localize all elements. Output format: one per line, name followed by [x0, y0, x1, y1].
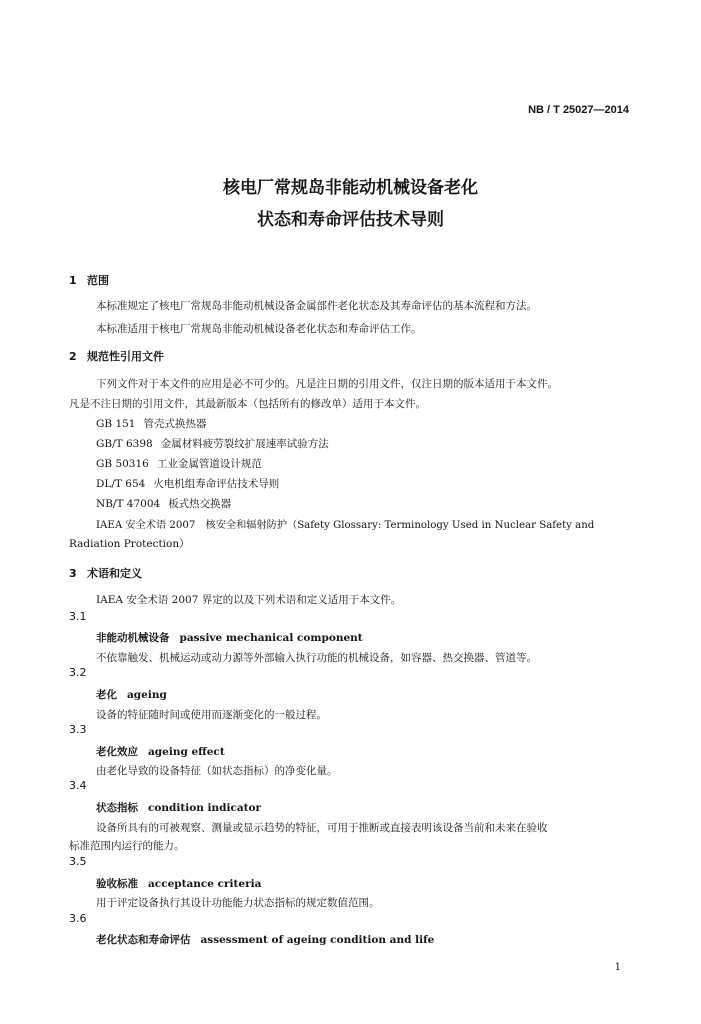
term-en: acceptance criteria — [148, 878, 262, 890]
term-number: 3.4 — [69, 779, 87, 792]
term-zh: 老化效应 — [96, 746, 138, 758]
term-en: assessment of ageing condition and life — [200, 934, 435, 946]
reference-item — [96, 436, 329, 451]
term-zh: 老化状态和寿命评估 — [96, 934, 191, 946]
term-definition: 用于评定设备执行其设计功能能力状态指标的规定数值范围。 — [96, 897, 380, 909]
term-number: 3.2 — [69, 666, 87, 679]
section-title: 范围 — [87, 274, 109, 287]
paragraph: IAEA 安全术语 2007 界定的以及下列术语和定义适用于本文件。 — [96, 594, 402, 606]
term-number: 3.6 — [69, 912, 87, 925]
section-1-heading — [69, 272, 109, 288]
reference-item — [96, 416, 206, 431]
page-number: 1 — [614, 962, 621, 973]
document-title-line2: 状态和寿命评估技术导则 — [257, 210, 444, 230]
standard-number: NB / T 25027—2014 — [528, 104, 629, 116]
reference-title: 工业金属管道设计规范 — [156, 458, 262, 470]
section-3-heading — [69, 565, 142, 581]
reference-code: GB/T 6398 — [96, 438, 153, 450]
term-definition-continuation: 标准范围内运行的能力。 — [69, 840, 185, 852]
reference-code: GB 50316 — [96, 458, 149, 470]
term-heading — [96, 800, 261, 815]
reference-item — [96, 476, 279, 491]
term-heading — [96, 630, 363, 645]
section-2-heading — [69, 348, 164, 364]
reference-title: 金属材料疲劳裂纹扩展速率试验方法 — [160, 438, 329, 450]
term-zh: 非能动机械设备 — [96, 632, 170, 644]
reference-item — [96, 496, 231, 511]
reference-title: 管壳式换热器 — [143, 418, 207, 430]
term-heading — [96, 687, 167, 702]
term-number: 3.1 — [69, 610, 87, 623]
term-heading — [96, 932, 434, 947]
term-number: 3.3 — [69, 723, 87, 736]
paragraph: 本标准规定了核电厂常规岛非能动机械设备金属部件老化状态及其寿命评估的基本流程和方法。 — [96, 300, 537, 312]
reference-title: 板式热交换器 — [168, 498, 232, 510]
reference-item — [96, 456, 262, 471]
section-title: 术语和定义 — [87, 567, 142, 580]
term-definition: 不依靠触发、机械运动或动力源等外部输入执行功能的机械设备，如容器、热交换器、管道等。 — [96, 652, 537, 664]
reference-item-iaea: IAEA 安全术语 2007 核安全和辐射防护（Safety Glossary: Terminology Used in Nuclear Safety and — [96, 520, 595, 531]
reference-code: NB/T 47004 — [96, 498, 161, 510]
reference-item-iaea-continuation: Radiation Protection） — [69, 538, 190, 550]
section-number: 2 — [69, 350, 77, 363]
term-definition: 由老化导致的设备特征（如状态指标）的净变化量。 — [96, 765, 338, 777]
paragraph-continuation: 凡是不注日期的引用文件，其最新版本（包括所有的修改单）适用于本文件。 — [69, 398, 426, 410]
section-number: 3 — [69, 567, 77, 580]
reference-code: DL/T 654 — [96, 478, 146, 490]
term-en: ageing effect — [148, 746, 225, 758]
paragraph: 本标准适用于核电厂常规岛非能动机械设备老化状态和寿命评估工作。 — [96, 323, 422, 335]
term-definition: 设备所具有的可被观察、测量或显示趋势的特征，可用于推断或直接表明该设备当前和未来在验收 — [96, 822, 548, 834]
term-zh: 验收标准 — [96, 878, 138, 890]
term-en: condition indicator — [148, 802, 262, 814]
term-en: ageing — [127, 689, 167, 701]
term-en: passive mechanical component — [179, 632, 363, 644]
reference-code: GB 151 — [96, 418, 136, 430]
paragraph: 下列文件对于本文件的应用是必不可少的。凡是注日期的引用文件，仅注日期的版本适用于本文件。 — [96, 378, 558, 390]
reference-title: 火电机组寿命评估技术导则 — [153, 478, 280, 490]
term-heading — [96, 744, 225, 759]
term-number: 3.5 — [69, 855, 87, 868]
section-number: 1 — [69, 274, 77, 287]
term-definition: 设备的特征随时间或使用而逐渐变化的一般过程。 — [96, 709, 327, 721]
document-title-line1: 核电厂常规岛非能动机械设备老化 — [223, 178, 478, 198]
section-title: 规范性引用文件 — [87, 350, 164, 363]
term-zh: 状态指标 — [96, 802, 138, 814]
term-zh: 老化 — [96, 689, 117, 701]
term-heading — [96, 876, 261, 891]
